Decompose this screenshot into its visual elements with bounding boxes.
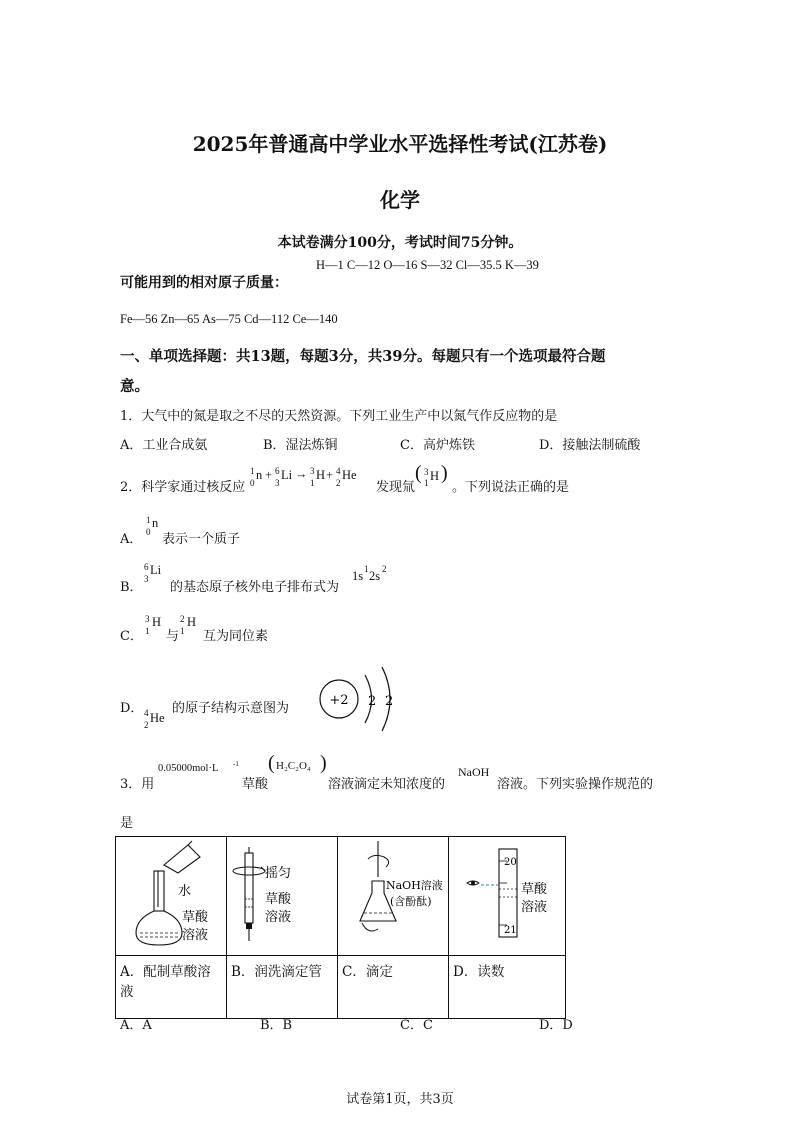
q2-option-a-text: 表示一个质子 xyxy=(162,532,241,547)
atomic-masses-line2: Fe—56 Zn—65 As—75 Cd—112 Ce—140 xyxy=(120,312,338,326)
helium-symbol xyxy=(144,706,174,736)
q2-prefix: 2．科学家通过核反应 xyxy=(120,480,246,495)
tritium-h: H xyxy=(430,469,440,483)
acid-label-d1: 草酸 xyxy=(521,882,548,897)
naoh-label-2: (含酚酞) xyxy=(390,895,432,908)
scale-bottom: 21 xyxy=(504,925,517,936)
q1-option-b: B．湿法炼铜 xyxy=(263,438,338,453)
li-number: 3 xyxy=(275,478,280,488)
tritium-symbol: ( 3 1 H ) xyxy=(415,462,448,488)
exam-note: 本试卷满分100分，考试时间75分钟。 xyxy=(277,235,523,251)
reaction-arrow: → xyxy=(295,467,308,481)
lithium-mass: 6 xyxy=(144,562,149,572)
h-symbol: H xyxy=(316,468,326,482)
lithium-symbol xyxy=(144,560,170,590)
flask-neck xyxy=(154,871,164,911)
acid-label-b2: 溶液 xyxy=(265,910,292,925)
li-symbol: Li xyxy=(281,468,293,482)
he-mass: 4 xyxy=(336,466,341,476)
neutron-mass: 1 xyxy=(146,515,151,525)
h2-mass: 2 xyxy=(180,614,185,624)
q3-middle: 溶液滴定未知浓度的 xyxy=(328,777,446,792)
section-heading-cont: 意。 xyxy=(120,378,149,395)
fig-c-cell xyxy=(338,837,449,956)
q2-option-b-label: B． xyxy=(120,580,143,595)
h3-h: H xyxy=(152,615,162,629)
q2-option-c-text: 互为同位素 xyxy=(203,629,269,644)
he-number: 2 xyxy=(336,478,341,488)
q2-option-c-label: C． xyxy=(120,629,143,644)
h2-h: H xyxy=(187,615,196,629)
config-1s-exp: 1 xyxy=(364,564,369,574)
q1-option-a: A．工业合成氨 xyxy=(120,438,208,453)
hand-bottom xyxy=(362,923,378,931)
neutron-number: 0 xyxy=(146,527,151,537)
h3-symbol xyxy=(145,612,165,642)
scale-top: 20 xyxy=(504,857,517,868)
helium-he: He xyxy=(150,711,165,725)
config-2s-exp: 2 xyxy=(382,564,387,574)
naoh-label-1: NaOH溶液 xyxy=(386,879,443,892)
h3-number: 1 xyxy=(145,626,150,636)
fig-a-cell xyxy=(116,837,227,956)
h2-symbol xyxy=(180,612,202,642)
atomic-masses-line1: H—1 C—12 O—16 S—32 Cl—35.5 K—39 xyxy=(316,258,539,272)
q2-option-c-mid: 与 xyxy=(166,629,180,644)
lithium-li: Li xyxy=(150,563,162,577)
nucleus-charge: +2 xyxy=(329,693,349,708)
volumetric-flask-figure xyxy=(116,837,218,955)
q3-operations-table xyxy=(115,836,566,1019)
config-1s: 1s xyxy=(352,569,364,583)
n-number: 0 xyxy=(250,478,255,488)
plus-sign: + xyxy=(265,468,273,482)
acid-label-d2: 溶液 xyxy=(521,900,548,915)
burette-rinse-figure xyxy=(227,837,329,955)
config-2s: 2s xyxy=(369,569,381,583)
flask-body xyxy=(136,911,182,945)
q3-option-a: A．A xyxy=(120,1018,152,1033)
li-mass: 6 xyxy=(275,466,280,476)
fig-d-cell xyxy=(449,837,566,956)
he-symbol: He xyxy=(342,468,357,482)
q3-suffix: 溶液。下列实验操作规范的 xyxy=(497,777,654,792)
q3-naoh: NaOH xyxy=(458,765,490,779)
q3-option-b: B．B xyxy=(260,1018,293,1033)
q1-option-c: C．高炉炼铁 xyxy=(400,438,475,453)
stopcock xyxy=(246,923,252,929)
neutron-n: n xyxy=(152,516,159,530)
q2-option-a-label: A． xyxy=(120,532,143,547)
q3-formula: ( H₂C₂O₄ ) xyxy=(268,752,327,774)
page-footer: 试卷第1页，共3页 xyxy=(346,1092,454,1107)
q3-prefix: 3．用 xyxy=(120,777,155,792)
titration-figure xyxy=(338,837,446,955)
concentration-exp: -1 xyxy=(233,760,239,768)
section-heading: 一、单项选择题：共13题，每题3分，共39分。每题只有一个选项最符合题 xyxy=(120,348,606,365)
n-symbol: n xyxy=(256,468,263,482)
h-number: 1 xyxy=(310,478,315,488)
helium-number: 2 xyxy=(144,720,149,730)
atomic-masses-label: 可能用到的相对原子质量： xyxy=(120,275,288,291)
q2-reaction-products xyxy=(295,462,375,492)
q2-option-d-text: 的原子结构示意图为 xyxy=(172,701,290,716)
beaker-shape xyxy=(164,845,200,873)
oxalic-acid-formula: H₂C₂O₄ xyxy=(276,760,311,772)
fig-b-cell xyxy=(227,837,338,956)
water-label: 水 xyxy=(178,884,192,899)
burette-tube xyxy=(245,853,253,923)
exam-title: 2025年普通高中学业水平选择性考试(江苏卷) xyxy=(192,132,608,156)
subject-title: 化学 xyxy=(380,188,420,212)
acid-label-a1: 草酸 xyxy=(182,910,209,925)
acid-label-b1: 草酸 xyxy=(265,892,292,907)
q2-option-b-text: 的基态原子核外电子排布式为 xyxy=(170,580,340,595)
q3-acid-name: 草酸 xyxy=(242,777,269,792)
lithium-number: 3 xyxy=(144,574,149,584)
electron-config xyxy=(352,564,402,588)
burette-reading-figure xyxy=(449,837,557,955)
cell-label-d: D．读数 xyxy=(449,956,566,1019)
shell-1-electrons: 2 xyxy=(368,694,377,709)
neutron-symbol xyxy=(146,513,162,543)
q1-stem: 1．大气中的氮是取之不尽的天然资源。下列工业生产中以氮气作反应物的是 xyxy=(120,409,558,424)
h3-mass: 3 xyxy=(145,614,150,624)
q3-option-c: C．C xyxy=(400,1018,433,1033)
h2-number: 1 xyxy=(180,626,185,636)
q2-suffix: 。下列说法正确的是 xyxy=(452,480,570,495)
shell-2-electrons: 2 xyxy=(385,694,394,709)
cell-label-b: B．润洗滴定管 xyxy=(227,956,338,1019)
tritium-mass: 3 xyxy=(424,467,429,477)
q3-stem-cont: 是 xyxy=(120,816,134,831)
q1-option-d: D．接触法制硫酸 xyxy=(539,438,641,453)
q2-middle: 发现氚 xyxy=(376,480,416,495)
q3-concentration xyxy=(158,760,244,782)
shake-ellipse xyxy=(233,867,265,875)
atom-structure-diagram xyxy=(310,665,400,735)
q3-option-d: D．D xyxy=(539,1018,573,1033)
concentration-value: 0.05000mol·L xyxy=(158,763,219,774)
n-mass: 1 xyxy=(250,466,255,476)
q2-option-d-label: D． xyxy=(120,701,144,716)
acid-label-a2: 溶液 xyxy=(182,928,209,943)
cell-label-c: C．滴定 xyxy=(338,956,449,1019)
h-mass: 3 xyxy=(310,466,315,476)
plus-sign-2: + xyxy=(326,468,334,482)
cell-label-a: A．配制草酸溶液 xyxy=(116,956,227,1019)
tritium-number: 1 xyxy=(424,478,429,488)
helium-mass: 4 xyxy=(144,708,149,718)
shake-label: 摇匀 xyxy=(265,866,292,881)
